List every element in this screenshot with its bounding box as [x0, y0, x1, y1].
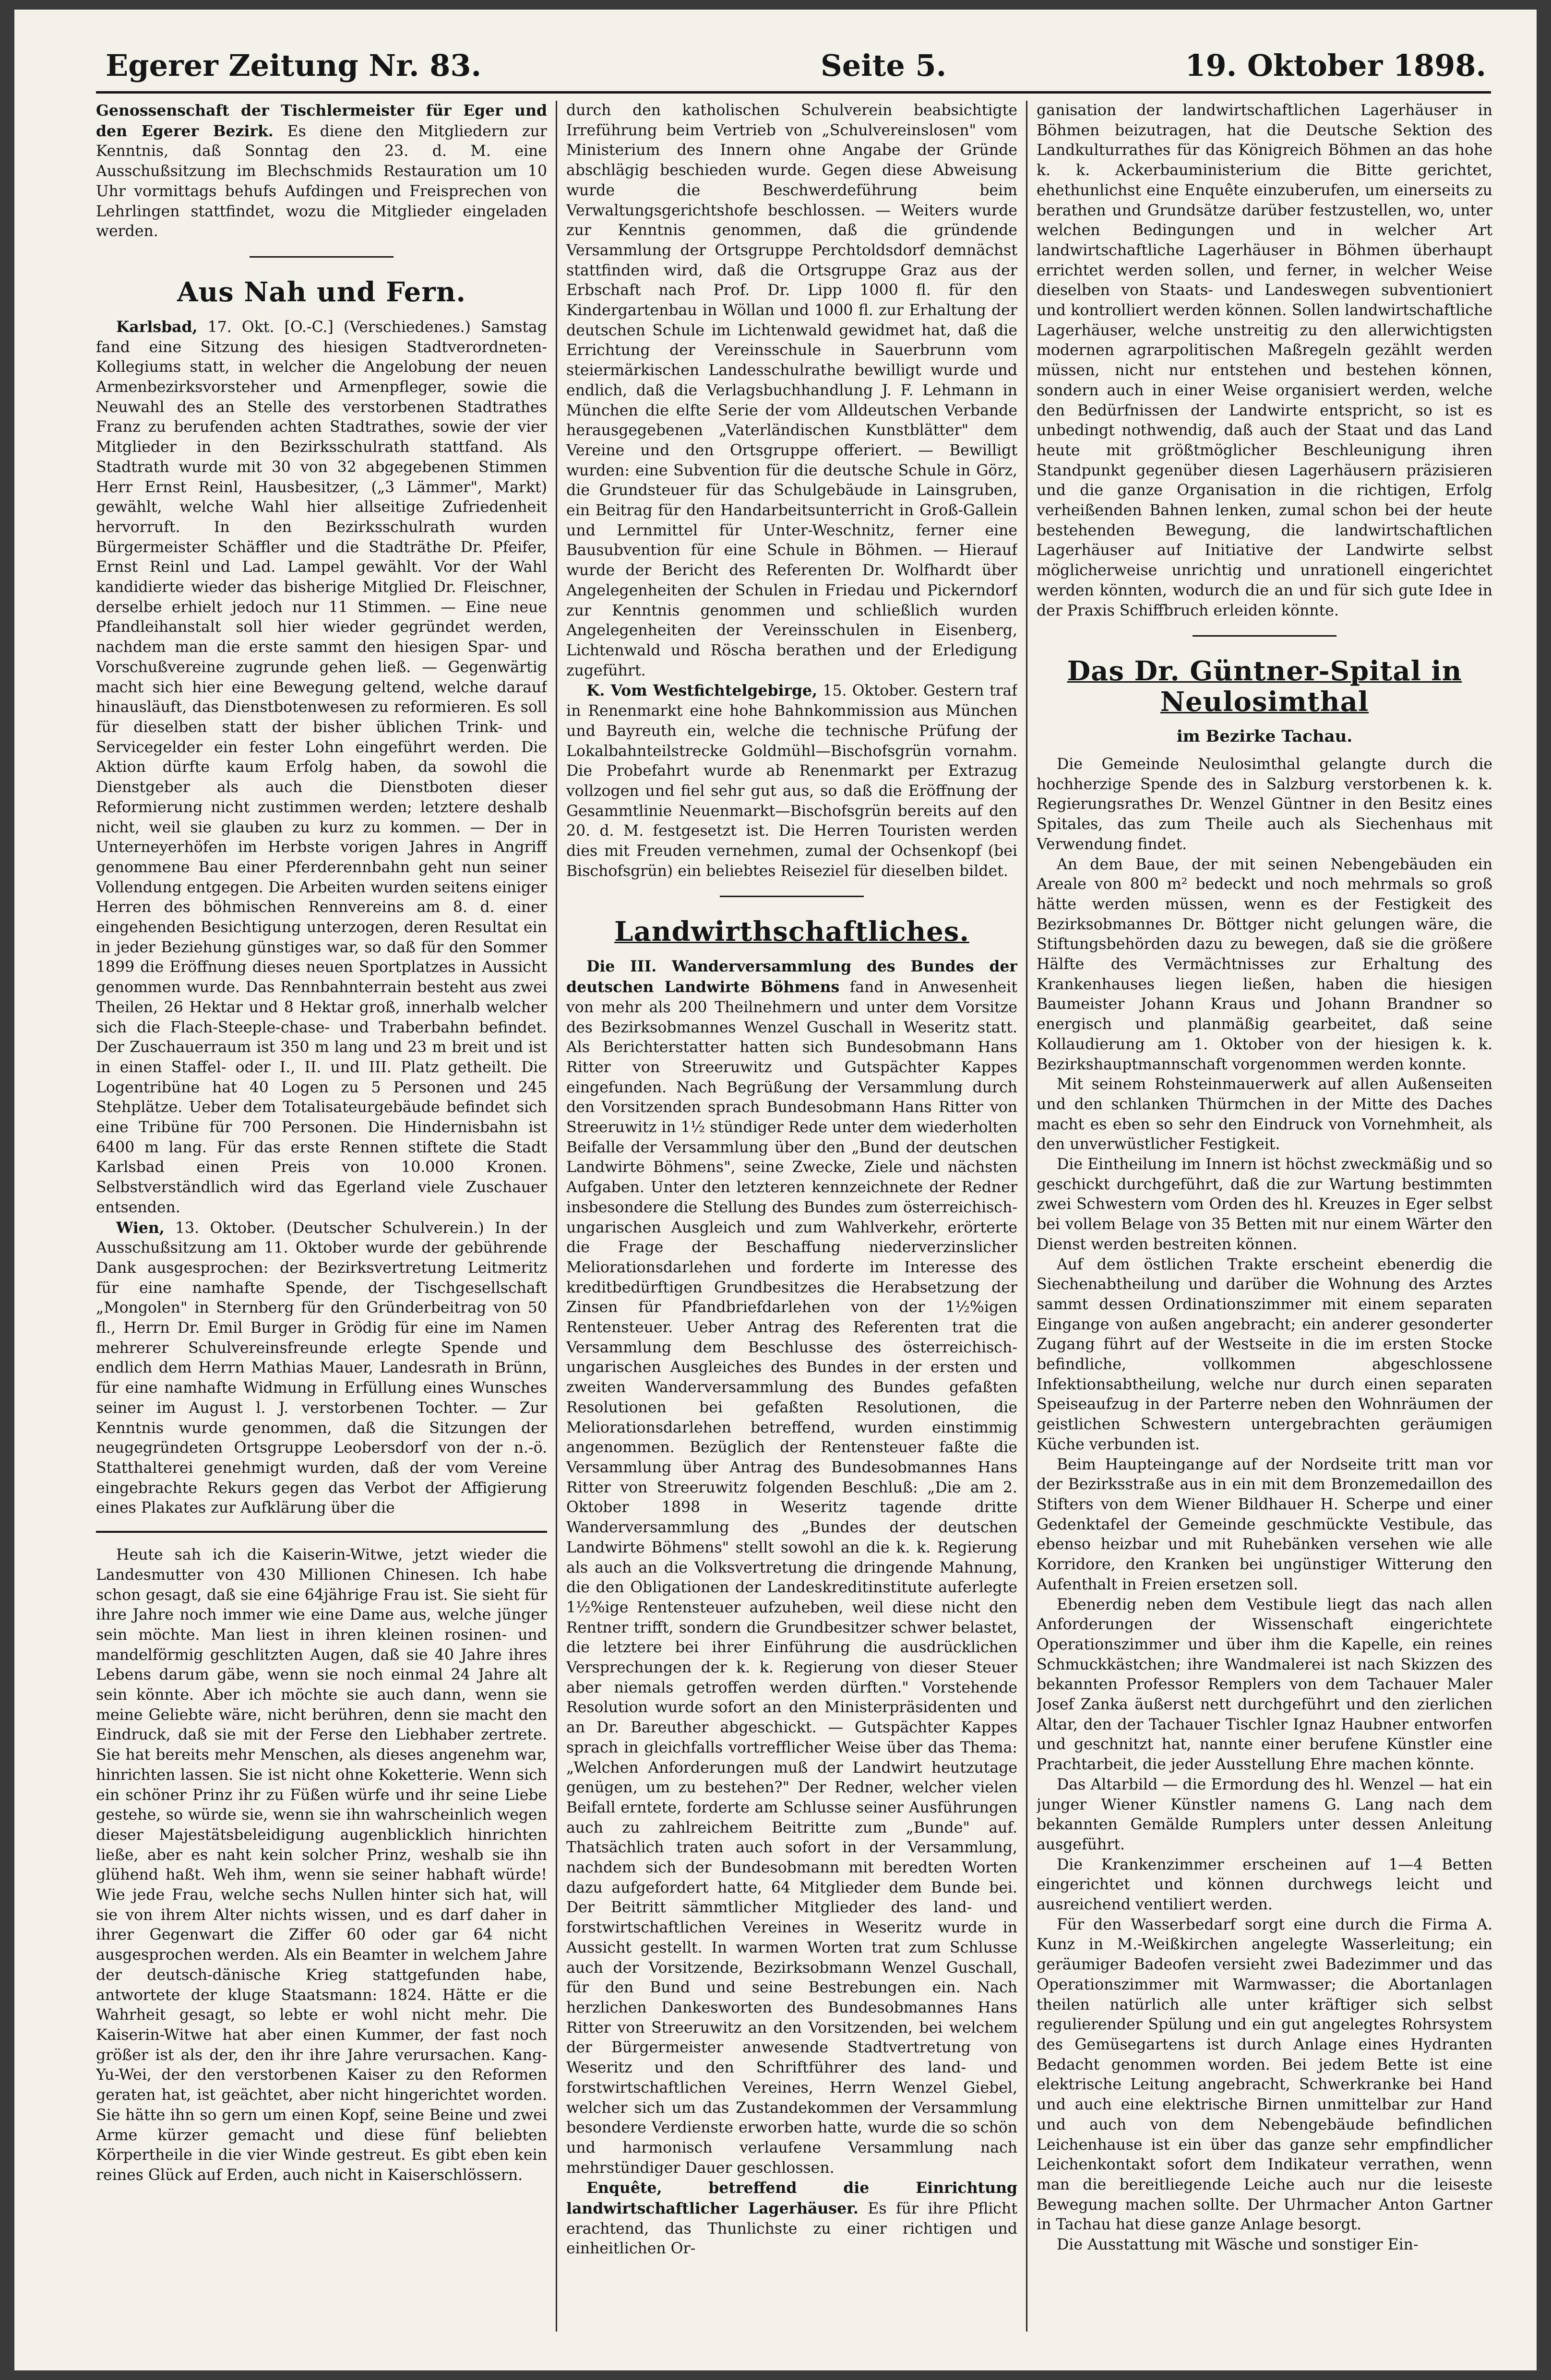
section-subheading: im Bezirke Tachau. [1176, 727, 1353, 746]
newspaper-title: Egerer Zeitung Nr. 83. [106, 48, 482, 83]
article-lead: Die III. Wanderversammlung des Bundes der deutschen Landwirte Böhmens [566, 958, 1017, 996]
article-lead: K. Vom Westfichtelgebirge, [586, 682, 818, 700]
page-number: Seite 5. [821, 48, 947, 83]
section-heading: Aus Nah und Fern. [177, 276, 466, 308]
column-2 [566, 101, 1017, 2336]
article-paragraph: Die Eintheilung im Innern ist höchst zweckmäßig und so geschickt durchgeführt, daß die zur Wartung bestimmten zwei Schwestern vom Orden des hl. Kreuzes in Eger selbst bei vollem Belage von 35 Betten mit nur einem Wärter den Dienst werden bestreiten können. [1037, 1156, 1492, 1253]
article-paragraph [96, 1218, 547, 1519]
article-paragraph: ganisation der landwirtschaftlichen Lagerhäuser in Böhmen beizutragen, hat die Deutsche Sektion des Landkulturrathes für das Königreich Böhmen an das hohe k. k. Ackerbauministerium die Bitte gerichtet, ehethunlichst eine Enquête einzuberufen, um einerseits zu berathen und Grundsätze darüber festzustellen, wo, unter welchen Bedingungen und in welcher Art landwirtschaftliche Lagerhäuser in Böhmen überhaupt errichtet werden sollen, und ferner, in welcher Weise dieselben von Staats- und Landeswegen subventioniert und kontrolliert werden können. Sollen landwirtschaftliche Lagerhäuser, welche unstreitig zu den allerwichtigsten modernen agrarpolitischen Maßregeln gezählt werden müssen, nicht nur entstehen und bestehen können, sondern auch in einer Weise organisiert werden, welche den Bedürfnissen der Landwirte entspricht, so ist es unbedingt nothwendig, daß auch der Staat und das Land heute mit größtmöglicher Beschleunigung ihren Standpunkt gegenüber diesen Lagerhäusern präzisieren und die ganze Organisation in die richtigen, Erfolg verheißenden Bahnen lenken, zumal schon bei der heute bestehenden Bewegung, die landwirtschaftlichen Lagerhäuser auf Initiative der Landwirte selbst möglicherweise unrichtig und unrationell eingerichtet werden könnten, wodurch die an und für sich gute Idee in der Praxis Schiffbruch erleiden könnte. [1037, 102, 1492, 619]
separator [96, 1531, 547, 1533]
article-paragraph: Die Krankenzimmer erscheinen auf 1—4 Betten eingerichtet und können durchwegs leicht und ausreichend ventiliert werden. [1037, 1856, 1492, 1914]
article-paragraph: Die Gemeinde Neulosimthal gelangte durch die hochherzige Spende des in Salzburg verstorbenen k. k. Regierungsrathes Dr. Wenzel Güntner in den Besitz eines Spitales, das zum Theile auch als Siechenhaus mit Verwendung findet. [1037, 755, 1492, 853]
section-heading: Das Dr. Güntner-Spital in Neulosimthal [1067, 655, 1462, 718]
article-paragraph: Beim Haupteingange auf der Nordseite tritt man vor der Bezirksstraße aus in ein mit dem Bronzemedaillon des Stifters von dem Wiener Bildhauer H. Scherpe und einer Gedenktafel der Gemeinde geschmückte Vestibule, das ebenso heizbar und mit Ruhebänken versehen wie alle Korridore, den Kranken bei ungünstiger Witterung den Aufenthalt in Freien ersetzen soll. [1037, 1456, 1492, 1593]
article-paragraph [566, 2178, 1017, 2259]
article-text: 17. Okt. [O.-C.] (Verschiedenes.) Samstag fand eine Sitzung des hiesigen Stadtverordneten-Kollegiums statt, in welcher die Angelobung der neuen Armenbezirksvorsteher und Armenpfleger, sowie die Neuwahl des an Stelle des verstorbenen Stadtrathes Franz zu berufenden achten Stadtrathes, sowie der vier Mitglieder in den Bezirksschulrath stattfand. Als Stadtrath wurde mit 30 von 32 abgegebenen Stimmen Herr Ernst Reinl, Hausbesitzer, („3 Lämmer", Markt) gewählt, welche Wahl hier allseitige Zufriedenheit hervorruft. In den Bezirksschulrath wurden Bürgermeister Schäffler und die Stadträthe Dr. Pfeifer, Ernst Reinl und Lad. Lampel gewählt. Vor der Wahl kandidierte wieder das bisherige Mitglied Dr. Fleischner, derselbe erhielt jedoch nur 11 Stimmen. — Eine neue Pfandleihanstalt soll hier wieder gegründet werden, nachdem man die erste sammt den hiesigen Spar- und Vorschußvereine zugrunde gehen ließ. — Gegenwärtig macht sich hier eine Bewegung geltend, welche darauf hinausläuft, das Dienstbotenwesen zu reformieren. Es soll für dieselben statt der bisher üblichen Trink- und Servicegelder ein fester Lohn eingeführt werden. Die Aktion dürfte kaum Erfolg haben, da sowohl die Dienstgeber als auch die Dienstboten dieser Reformierung nicht zustimmen werden; letztere deshalb nicht, weil sie glauben zu kurz zu kommen. — Der in Unterneyerhöfen im Herbste vorigen Jahres in Angriff genommene Bau einer Pferderennbahn geht nun seiner Vollendung entgegen. Die Arbeiten wurden seitens einiger Herren des böhmischen Rennvereins am 8. d. einer eingehenden Besichtigung unterzogen, deren Resultat ein in jeder Beziehung günstiges war, so daß für den Sommer 1899 die Eröffnung dieses neuen Sportplatzes in Aussicht genommen wurde. Das Rennbahnterrain besteht aus zwei Theilen, 26 Hektar und 8 Hektar groß, innerhalb welcher sich die Flach-Steeple-chase- und Traberbahn befindet. Der Zuschauerraum ist 350 m lang und 23 m breit und ist in einen Staffel- oder I., II. und III. Platz getheilt. Die Logentribüne hat 40 Logen zu 5 Personen und 245 Stehplätze. Ueber dem Totalisateurgebäude befindet sich eine Tribüne für 700 Personen. Die Hindernisbahn ist 6400 m lang. Für das erste Rennen stiftete die Stadt Karlsbad einen Preis von 10.000 Kronen. Selbstverständlich wird das Egerland viele Zuschauer entsenden. [96, 318, 547, 1216]
article-lead: Genossenschaft der Tischlermeister für Eger und den Egerer Bezirk. [96, 102, 547, 140]
article-paragraph: Auf dem östlichen Trakte erscheint ebenerdig die Siechenabtheilung und darüber die Wohnung des Arztes sammt dessen Ordinationszimmer mit einem separaten Eingange von außen angebracht; ein anderer gesonderter Zugang führt auf der Westseite in die im ersten Stocke befindliche, vollkommen abgeschlossene Infektionsabtheilung, welche nur durch einen separaten Speiseaufzug in der Parterre neben den Wohnräumen der geistlichen Schwestern untergebrachten geräumigen Küche verbunden ist. [1037, 1255, 1492, 1453]
column-3 [1037, 101, 1492, 2336]
separator [1193, 635, 1336, 637]
issue-date: 19. Oktober 1898. [1185, 48, 1486, 83]
article-text: fand in Anwesenheit von mehr als 200 Theilnehmern und unter dem Vorsitze des Bezirksobmannes Wenzel Guschall in Weseritz statt. Als Berichterstatter hatten sich Bundesobmann Hans Ritter von Streeruwitz und Gutspächter Kappes eingefunden. Nach Begrüßung der Versammlung durch den Vorsitzenden sprach Bundesobmann Hans Ritter von Streeruwitz in 1½ stündiger Rede unter dem wiederholten Beifalle der Versammlung über den „Bund der deutschen Landwirte Böhmens", seine Zwecke, Ziele und nächsten Aufgaben. Unter den letzteren kennzeichnete der Redner insbesondere die Stellung des Bundes zum österreichisch-ungarischen Ausgleich und zum Wahlverkehr, erörterte die Frage der Beschaffung niederverzinslicher Meliorationsdarlehen und forderte im Interesse des kreditbedürftigen Grundbesitzes die Herabsetzung der Zinsen für Pfandbriefdarlehen von der 1½%igen Rentensteuer. Ueber Antrag des Referenten trat die Versammlung dem Beschlusse des österreichisch-ungarischen Ausgleiches des Bundes in der ersten und zweiten Wanderversammlung des Bundes gefaßten Resolutionen bei gefaßten Resolutionen, die Meliorationsdarlehen betreffend, wurden einstimmig angenommen. Bezüglich der Rentensteuer faßte die Versammlung über Antrag des Bundesobmannes Hans Ritter von Streeruwitz folgenden Beschluß: „Die am 2. Oktober 1898 in Weseritz tagende dritte Wanderversammlung des „Bundes der deutschen Landwirte Böhmens" stellt sowohl an die k. k. Regierung als auch an die Volksvertretung die dringende Mahnung, die den Obligationen der Landeskreditinstitute auferlegte 1½%ige Rentensteuer aufzuheben, weil diese nicht den Rentner trifft, sondern die Grundbesitzer schwer belastet, die letztere bei ihrer Einführung die ausdrücklichen Versprechungen der k. k. Regierung von dieser Steuer aber niemals getroffen werden dürften." Vorstehende Resolution wurde sofort an den Ministerpräsidenten und an Dr. Bareuther abgeschickt. — Gutspächter Kappes sprach in gleichfalls vortrefflicher Weise über das Thema: „Welchen Anforderungen muß der Landwirt heutzutage genügen, um zu bestehen?" Der Redner, welcher vielen Beifall erntete, forderte am Schlusse seiner Ausführungen auch zu zahlreichem Beitritte zum „Bunde" auf. Thatsächlich traten auch sofort in der Versammlung, nachdem sich der Bundesobmann mit beredten Worten dazu aufgefordert hatte, 64 Mitglieder dem Bunde bei. Der Beitritt sämmtlicher Mitglieder des land- und forstwirtschaftlichen Vereines in Weseritz wurde in Aussicht gestellt. In warmen Worten trat zum Schlusse auch der Vorsitzende, Bezirksobmann Wenzel Guschall, für den Bund und seine Bestrebungen ein. Nach herzlichen Dankesworten des Bundesobmannes Hans Ritter von Streeruwitz an den Vorsitzenden, bei welchem der Bürgermeister anwesende Stadtvertretung von Weseritz und den Schriftführer des land- und forstwirtschaftlichen Vereines, Herrn Wenzel Giebel, welcher sich um das Zustandekommen der Versammlung besondere Verdienste erworben hatte, wurde die so schön und harmonisch verlaufene Versammlung nach mehrstündiger Dauer geschlossen. [566, 979, 1017, 2177]
article-paragraph: An dem Baue, der mit seinen Nebengebäuden ein Areale von 800 m² bedeckt und noch mehrmals so groß hätte werden müssen, wenn es der Festigkeit des Bezirksobmannes Dr. Böttger nicht gelungen wäre, die Stiftungsbehörden dazu zu bewegen, daß sie die größere Hälfte des Vermächtnisses zur Erhaltung des Krankenhauses liegen ließen, haben die hiesigen Baumeister Johann Kraus und Johann Brandner so energisch und planmäßig gearbeitet, daß seine Kollaudierung am 1. Oktober von der hiesigen k. k. Bezirkshauptmannschaft vorgenommen werden konnte. [1037, 855, 1492, 1073]
article-text: 15. Oktober. Gestern traf in Renenmarkt eine hohe Bahnkommission aus München und Bayreuth ein, welche die technische Prüfung der Lokalbahnteilstrecke Goldmühl—Bischofsgrün vornahm. Die Probefahrt wurde ab Renenmarkt per Extrazug vollzogen und fiel sehr gut aus, so daß die Eröffnung der Gesammtlinie Neuenmarkt—Bischofsgrün bereits auf den 20. d. M. festgesetzt ist. Die Herren Touristen werden dies mit Freuden vernehmen, zumal der Ochsenkopf (bei Bischofsgrün) ein beliebtes Reiseziel für dieselben bildet. [566, 682, 1017, 880]
article-text: 13. Oktober. (Deutscher Schulverein.) In der Ausschußsitzung am 11. Oktober wurde der gebührende Dank ausgesprochen: der Bezirksvertretung Leitmeritz für eine namhafte Spende, der Tischgesellschaft „Mongolen" in Sternberg für den Gründerbeitrag von 50 fl., Herrn Dr. Emil Burger in Grödig für eine im Namen mehrerer Schulvereinsfreunde erlegte Spende und endlich dem Herrn Mathias Mauer, Landesrath in Brünn, für eine namhafte Widmung in Erfüllung eines Wunsches seiner im August l. J. verstorbenen Tochter. — Zur Kenntnis wurde genommen, daß die Sitzungen der neugegründeten Ortsgruppe Leobersdorf von der n.-ö. Statthalterei genehmigt wurden, daß der vom Vereine eingebrachte Rekurs gegen das Verbot der Affigierung eines Plakates zur Aufklärung über die [96, 1219, 547, 1517]
column-rule [556, 101, 557, 2332]
article-paragraph [566, 957, 1017, 2178]
article-paragraph [96, 317, 547, 1218]
column-1 [96, 101, 547, 2336]
newspaper-page [14, 10, 1537, 2370]
feuilleton-paragraph: Heute sah ich die Kaiserin-Witwe, jetzt wieder die Landesmutter von 430 Millionen Chinesen. Ich habe schon gesagt, daß sie eine 64jährige Frau ist. Sie sieht für ihre Jahre noch immer wie eine Dame aus, welche jünger sein möchte. Man liest in ihren kleinen rosinen- und mandelförmig geschlitzten Augen, daß sie 40 Jahre ihres Lebens darum gäbe, wenn sie noch einmal 24 Jahre alt sein könnte. Aber ich möchte sie auch dann, wenn sie meine Geliebte wäre, nicht berühren, denn sie macht den Eindruck, daß sie mit der Ferse den Liebhaber zertrete. Sie hat bereits mehr Menschen, als dieses angenehm war, hinrichten lassen. Sie ist nicht ohne Koketterie. Wenn sich ein schöner Prinz ihr zu Füßen würfe und ihr seine Liebe gestehe, so würde sie, wenn sie ihn wahrscheinlich wegen dieser Majestätsbeleidigung augenblicklich hinrichten ließe, aber es naht kein solcher Prinz, weshalb sie ihn glühend haßt. Weh ihm, wenn sie seiner habhaft würde! Wie jede Frau, welche sechs Nullen hinter sich hat, will sie von ihrem Alter nichts wissen, und es darf daher in ihrer Gegenwart die Ziffer 60 oder gar 64 nicht ausgesprochen werden. Als ein Beamter in welchem Jahre der deutsch-dänische Krieg stattgefunden habe, antwortete der kluge Staatsmann: 1824. Hätte er die Wahrheit gesagt, so lebte er wohl nicht mehr. Die Kaiserin-Witwe hat aber einen Kummer, der fast noch größer ist als der, den ihr ihre Jahre verursachen. Kang-Yu-Wei, der den verstorbenen Kaiser zu den Reformen geraten hat, ist geächtet, aber nicht hingerichtet worden. Sie hätte ihn so gern um einen Kopf, seine Beine und zwei Arme kürzer gemacht und diese fünf beliebten Körpertheile in die vier Winde gestreut. Es gibt eben kein reines Glück auf Erden, auch nicht in Kaiserschlössern. [96, 1546, 547, 2184]
article-text: Es diene den Mitgliedern zur Kenntnis, daß Sonntag den 23. d. M. eine Ausschußsitzung im Blechschmids Restauration um 10 Uhr vormittags behufs Aufdingen und Freisprechen von Lehrlingen stattfindet, wozu die Mitglieder eingeladen werden. [96, 122, 547, 240]
article-lead: Wien, [116, 1219, 165, 1237]
column-rule [1026, 101, 1027, 2332]
article-lead: Enquête, betreffend die Einrichtung landwirtschaftlicher Lagerhäuser. [566, 2179, 1017, 2218]
article-paragraph [96, 101, 547, 242]
article-paragraph: Ebenerdig neben dem Vestibule liegt das nach allen Anforderungen der Wissenschaft eingerichtete Operationszimmer und über ihm die Kapelle, ein reines Schmuckkästchen; ihre Wandmalerei ist nach Skizzen des bekannten Professor Remplers von dem Tachauer Maler Josef Zanka äußerst nett durchgeführt und den zierlichen Altar, den der Tachauer Tischler Ignaz Haubner entworfen und geschnitzt hat, nannte einer berufene Künstler eine Prachtarbeit, die jeder Ausstellung Ehre machen könnte. [1037, 1596, 1492, 1774]
separator [250, 256, 394, 258]
article-paragraph [566, 681, 1017, 881]
article-paragraph: durch den katholischen Schulverein beabsichtigte Irreführung beim Vertrieb von „Schulvereinslosen" vom Ministerium des Innern ohne Angabe der Gründe abschlägig beschieden wurde. Gegen diese Abweisung wurde die Beschwerdeführung beim Verwaltungsgerichtshofe beschlossen. — Weiters wurde zur Kenntnis genommen, daß die gründende Versammlung der Ortsgruppe Perchtoldsdorf demnächst stattfinden wird, daß die Ortsgruppe Graz aus der Erbschaft nach Prof. Dr. Lipp 1000 fl. für den Kindergartenbau in Wöllan und 1000 fl. zur Erhaltung der deutschen Schule im Lichtenwald gewidmet hat, daß die Errichtung der Vereinsschule in Sauerbrunn vom steiermärkischen Landesschulrathe bewilligt wurde und endlich, daß die Verlagsbuchhandlung J. F. Lehmann in München die elfte Serie der vom Alldeutschen Verbande herausgegebenen „Vaterländischen Kunstblätter" dem Vereine und den Ortsgruppe offeriert. — Bewilligt wurden: eine Subvention für die deutsche Schule in Görz, die Grundsteuer für das Schulgebäude in Lainsgruben, ein Beitrag für den Handarbeitsunterricht in Groß-Gallein und Lernmittel für Unter-Weschnitz, ferner eine Bausubvention für eine Schule in Böhmen. — Hierauf wurde der Bericht des Referenten Dr. Wolfhardt über Angelegenheiten der Schulen in Friedau und Pickerndorf zur Kenntnis genommen und schließlich wurden Angelegenheiten der Vereinsschulen in Eisenberg, Lichtenwald und Röscha berathen und der Erledigung zugeführt. [566, 102, 1017, 679]
article-paragraph: Für den Wasserbedarf sorgt eine durch die Firma A. Kunz in M.-Weißkirchen angelegte Wasserleitung; ein geräumiger Badeofen versieht zwei Badezimmer und das Operationszimmer mit Warmwasser; die Abortanlagen theilen natürlich alle unter kräftiger sich selbst regulierender Spülung und ein gut angelegtes Rohrsystem des Gemüsegartens ist durch Anlage eines Hydranten Bedacht genommen worden. Bei jedem Bette ist eine elektrische Leitung angebracht, Schwerkranke bei Hand und auch eine elektrische Birnen unmittelbar zur Hand und auch von dem Nebengebäude befindlichen Leichenhause ist ein über das ganze sehr empfindlicher Leichenkontakt sofort dem Indikateur verrathen, wenn man die bereitliegende Leiche auch nur die leiseste Bewegung machen sollte. Der Uhrmacher Anton Gartner in Tachau hat diese ganze Anlage besorgt. [1037, 1916, 1492, 2234]
separator [720, 896, 864, 897]
article-paragraph: Das Altarbild — die Ermordung des hl. Wenzel — hat ein junger Wiener Künstler namens G. Lang nach dem bekannten Gemälde Rumplers unter dessen Anleitung ausgeführt. [1037, 1776, 1492, 1853]
article-paragraph: Mit seinem Rohsteinmauerwerk auf allen Außenseiten und den schlanken Thürmchen in der Mitte des Daches macht es eben so sehr den Eindruck von Vornehmheit, als den unverwüstlicher Festigkeit. [1037, 1076, 1492, 1153]
article-paragraph: Die Ausstattung mit Wäsche und sonstiger Ein- [1057, 2236, 1419, 2254]
article-lead: Karlsbad, [116, 318, 198, 336]
masthead [96, 38, 1491, 94]
section-heading: Landwirthschaftliches. [614, 916, 969, 948]
article-text: Es für ihre Pflicht erachtend, das Thunlichste zu einer richtigen und einheitlichen Or- [566, 2200, 1017, 2258]
